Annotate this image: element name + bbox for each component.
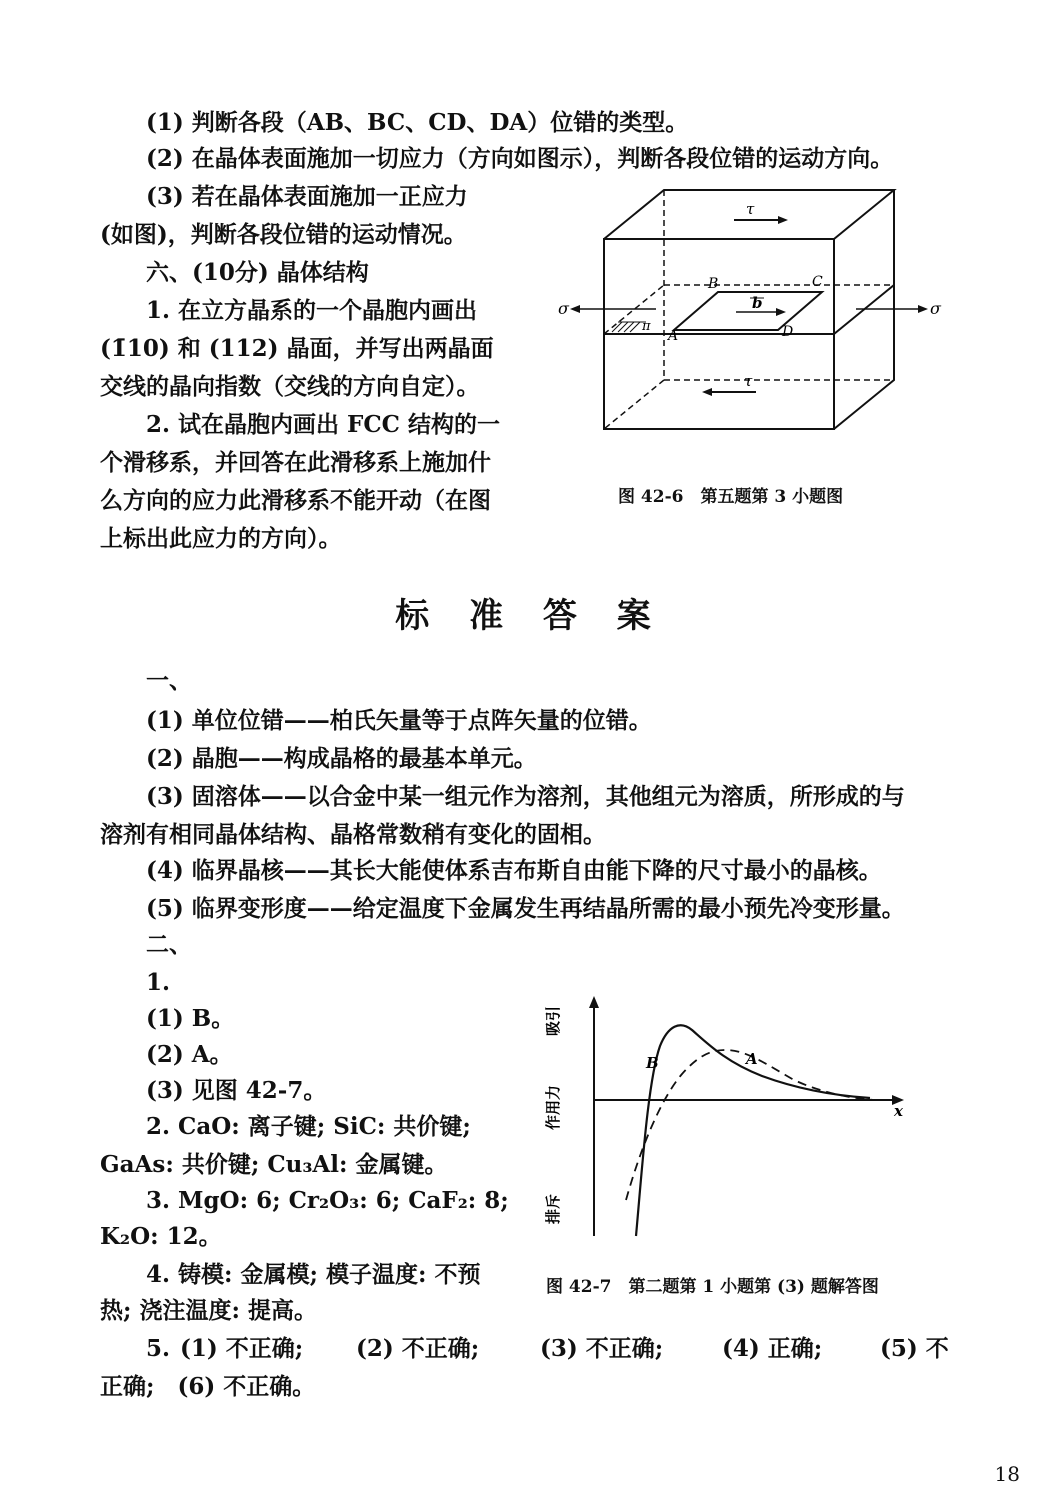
point-A-label: A [668, 328, 679, 344]
point-D-label: D [782, 324, 794, 340]
section-2-q1-3: (3) 见图 42-7。 [146, 1077, 327, 1104]
section-2-q1-2: (2) A。 [146, 1041, 233, 1068]
repel-label: 排斥 [544, 1193, 562, 1224]
page-number: 18 [994, 1462, 1020, 1486]
curve-A-label: A [746, 1050, 758, 1068]
figure-42-6-caption: 图 42-6 第五题第 3 小题图 [618, 487, 844, 507]
section-1-item-5: (5) 临界变形度——给定温度下金属发生再结晶所需的最小预先冷变形量。 [146, 895, 905, 922]
section-1-item-4: (4) 临界晶核——其长大能使体系吉布斯自由能下降的尺寸最小的晶核。 [146, 857, 882, 884]
point-C-label: C [812, 274, 823, 290]
section-2-q2-line1: 2. CaO: 离子键; SiC: 共价键; [146, 1113, 471, 1140]
section-6-q2-line4: 上标出此应力的方向）。 [100, 525, 342, 552]
tau-bottom-label: τ [744, 372, 753, 390]
figure-42-6 [556, 182, 956, 442]
section-6-q2-line1: 2. 试在晶胞内画出 FCC 结构的一 [146, 411, 500, 438]
question-1: (1) 判断各段（AB、BC、CD、DA）位错的类型。 [146, 109, 689, 136]
figure-42-7 [530, 990, 930, 1242]
section-2-q3-line2: K₂O: 12。 [100, 1223, 222, 1250]
section-2-q5-item-2: (2) 不正确; [356, 1335, 480, 1362]
section-2-q5-item-4: (4) 正确; [722, 1335, 823, 1362]
section-6-q1-line1: 1. 在立方晶系的一个晶胞内画出 [146, 297, 478, 324]
section-2-q4-line1: 4. 铸模: 金属模; 模子温度: 不预 [146, 1261, 481, 1288]
question-2: (2) 在晶体表面施加一切应力（方向如图示），判断各段位错的运动方向。 [146, 145, 894, 172]
section-6-q2-line3: 么方向的应力此滑移系不能开动（在图 [100, 487, 491, 514]
question-3-line1: (3) 若在晶体表面施加一正应力 [146, 183, 468, 210]
section-2-q3-line1: 3. MgO: 6; Cr₂O₃: 6; CaF₂: 8; [146, 1187, 509, 1214]
burgers-vector-label: b [752, 294, 763, 312]
section-1-heading: 一、 [146, 667, 192, 694]
section-1-item-1: (1) 单位位错——柏氏矢量等于点阵矢量的位错。 [146, 707, 652, 734]
sigma-right-label: σ [930, 299, 941, 318]
section-6-q2-line2: 个滑移系，并回答在此滑移系上施加什 [100, 449, 491, 476]
section-6-q1-line2: (1̄10) 和 (112) 晶面，并写出两晶面 [100, 335, 494, 362]
section-2-q4-line2: 热; 浇注温度: 提高。 [100, 1297, 317, 1324]
section-2-q5-tail: 正确; (6) 不正确。 [100, 1373, 316, 1400]
section-1-item-3a: (3) 固溶体——以合金中某一组元作为溶剂，其他组元为溶质，所形成的与 [146, 783, 905, 810]
section-2-q2-line2: GaAs: 共价键; Cu₃Al: 金属键。 [100, 1151, 448, 1178]
tau-top-label: τ [746, 200, 755, 218]
section-2-q1-1: (1) B。 [146, 1005, 235, 1032]
section-2-q5-item-5: (5) 不 [880, 1335, 949, 1362]
x-axis-label: x [894, 1102, 903, 1120]
question-3-line2: (如图)，判断各段位错的运动情况。 [100, 221, 467, 248]
section-6-q1-line3: 交线的晶向指数（交线的方向自定）。 [100, 373, 480, 400]
attract-label: 吸引 [544, 1005, 562, 1036]
section-2-q5-label: 5. [146, 1335, 171, 1362]
section-1-item-3b: 溶剂有相同晶体结构、晶格常数稍有变化的固相。 [100, 821, 606, 848]
curve-B-label: B [646, 1054, 659, 1072]
figure-42-7-caption: 图 42-7 第二题第 1 小题第 (3) 题解答图 [546, 1277, 879, 1297]
section-2-q5-item-1: (1) 不正确; [180, 1335, 304, 1362]
section-6-heading: 六、(10分) 晶体结构 [146, 259, 369, 286]
section-2-q5-item-3: (3) 不正确; [540, 1335, 664, 1362]
y-axis-label: 作用力 [544, 1084, 562, 1130]
section-1-item-2: (2) 晶胞——构成晶格的最基本单元。 [146, 745, 537, 772]
plane-pi-label: π [642, 319, 651, 334]
section-2-heading: 二、 [146, 931, 192, 958]
section-2-q1: 1. [146, 969, 171, 996]
answers-title: 标 准 答 案 [395, 596, 665, 636]
curve-A [626, 1050, 874, 1200]
sigma-left-label: σ [558, 299, 569, 318]
point-B-label: B [708, 276, 719, 292]
